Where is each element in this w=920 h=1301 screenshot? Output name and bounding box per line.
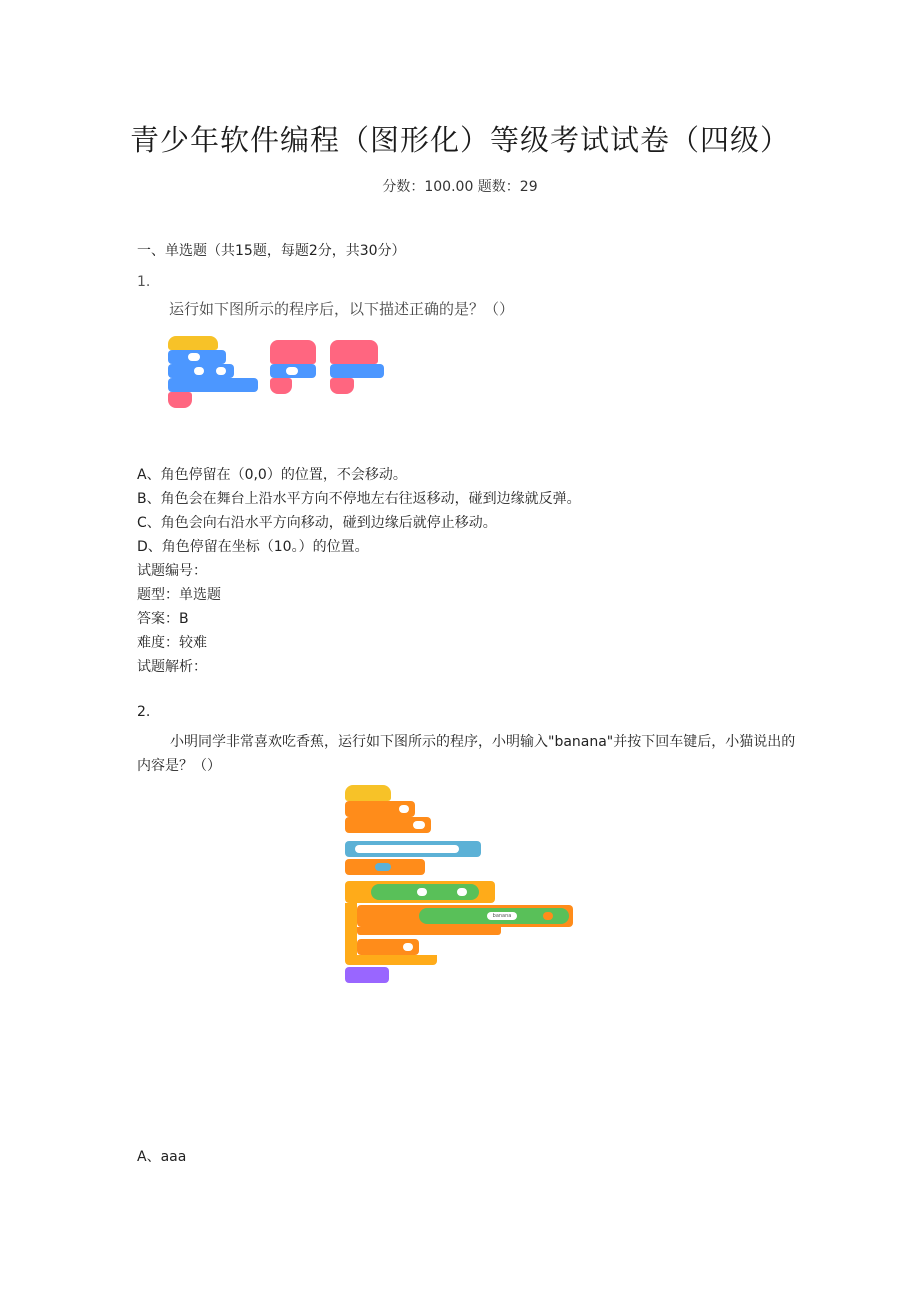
hat-block-green-flag <box>168 336 218 350</box>
variable-block <box>345 817 431 833</box>
option-a: A、aaa <box>137 1149 187 1165</box>
question-answer: 答案：B <box>137 611 189 627</box>
variable-block <box>345 801 415 817</box>
question-analysis: 试题解析： <box>137 659 207 675</box>
define-block <box>270 340 316 364</box>
scratch-code-image-q2 <box>343 785 578 985</box>
variable-block <box>357 939 419 955</box>
custom-block-call <box>330 378 354 394</box>
option-b: B、角色会在舞台上沿水平方向不停地左右往返移动，碰到边缘就反弹。 <box>137 491 581 507</box>
section-heading: 一、单选题（共15题，每题2分，共30分） <box>137 243 406 259</box>
question-number: 2. <box>137 704 151 720</box>
score-summary: 分数：100.00 题数：29 <box>382 179 538 195</box>
motion-block <box>168 364 234 378</box>
custom-block-call <box>168 392 192 408</box>
repeat-loop-arm <box>345 903 357 955</box>
question-type: 题型：单选题 <box>137 587 221 603</box>
motion-block <box>330 364 384 378</box>
operator-block <box>371 884 479 900</box>
motion-block <box>270 364 316 378</box>
question-number: 1. <box>137 274 151 290</box>
variable-block <box>357 905 573 927</box>
custom-block-call <box>270 378 292 394</box>
hat-block-green-flag <box>345 785 391 801</box>
option-c: C、角色会向右沿水平方向移动，碰到边缘后就停止移动。 <box>137 515 497 531</box>
page-title: 青少年软件编程（图形化）等级考试试卷（四级） <box>129 123 790 157</box>
motion-block <box>168 350 226 364</box>
define-block <box>330 340 378 364</box>
variable-block <box>345 859 425 875</box>
question-id: 试题编号： <box>137 563 207 579</box>
option-a: A、角色停留在（0,0）的位置，不会移动。 <box>137 467 407 483</box>
option-d: D、角色停留在坐标（10。）的位置。 <box>137 539 369 555</box>
looks-say-block <box>345 967 389 983</box>
sensing-ask-block <box>345 841 481 857</box>
block-tail <box>357 927 501 935</box>
motion-block <box>168 378 258 392</box>
repeat-loop-bottom <box>345 955 437 965</box>
code-literal-text: banana <box>487 912 517 920</box>
question-stem-text: 小明同学非常喜欢吃香蕉，运行如下图所示的程序，小明输入"banana"并按下回车键后，小猫说出的内容是？（） <box>137 734 796 774</box>
repeat-until-block <box>345 881 495 903</box>
question-stem: 运行如下图所示的程序后，以下描述正确的是？（） <box>169 300 515 318</box>
operator-join-block <box>419 908 569 924</box>
question-difficulty: 难度：较难 <box>137 635 207 651</box>
question-stem <box>137 730 797 778</box>
scratch-code-image-q1 <box>166 336 392 432</box>
